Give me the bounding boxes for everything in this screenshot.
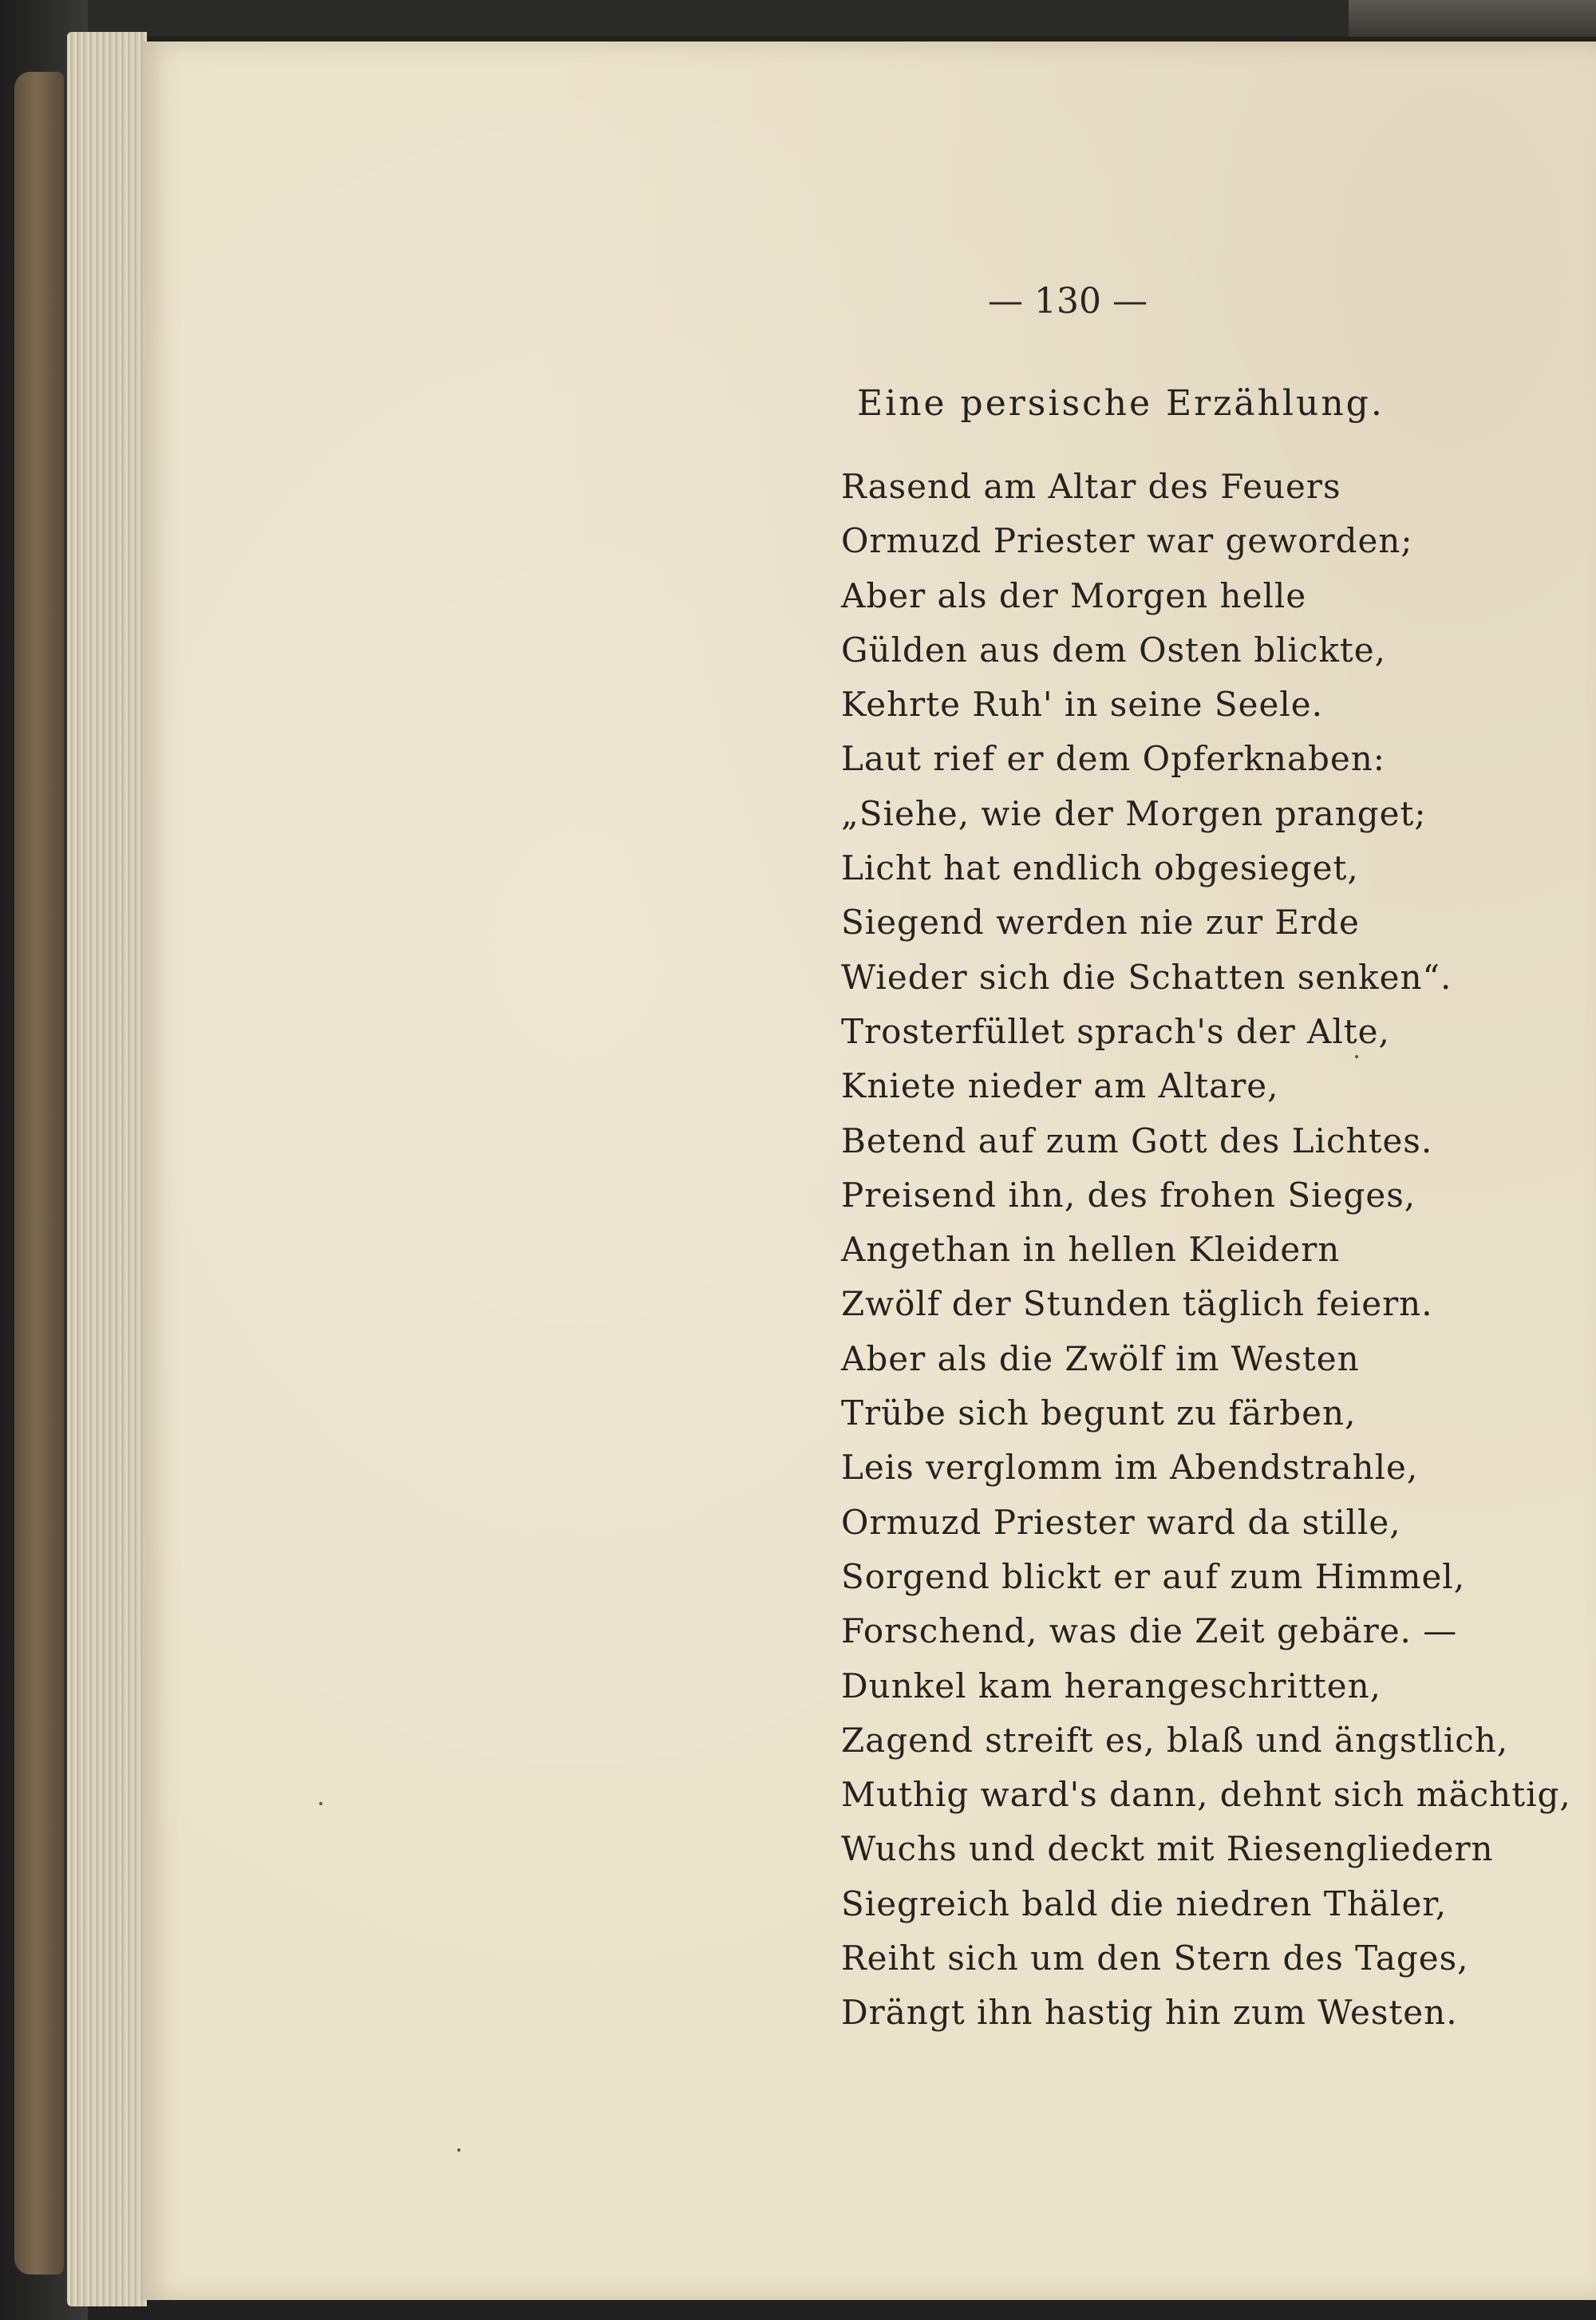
verse-line: Wuchs und deckt mit Riesengliedern (841, 1829, 1494, 1869)
page-number: — 130 — (988, 281, 1148, 322)
page-stack-edges (67, 32, 147, 2306)
cover-edge (14, 72, 64, 2275)
verse-line: Trosterfüllet sprach's der Alte, (841, 1011, 1390, 1051)
top-background-strip (0, 0, 1596, 37)
verse-line: „Siehe, wie der Morgen pranget; (841, 793, 1427, 833)
verse-line: Laut rief er dem Opferknaben: (841, 739, 1385, 779)
verse-line: Drängt ihn hastig hin zum Westen. (841, 1993, 1458, 2033)
verse-line: Trübe sich begunt zu färben, (841, 1393, 1357, 1433)
verse-line: Forschend, was die Zeit gebäre. — (841, 1611, 1458, 1651)
verse-line: Muthig ward's dann, dehnt sich mächtig, (841, 1775, 1571, 1815)
verse-line: Kniete nieder am Altare, (841, 1066, 1279, 1106)
verse-line: Siegend werden nie zur Erde (841, 903, 1360, 943)
verse-line: Zagend streift es, blaß und ängstlich, (841, 1720, 1509, 1760)
book-page (142, 41, 1596, 2300)
verse-line: Sorgend blickt er auf zum Himmel, (841, 1556, 1466, 1596)
paper-speck (319, 1802, 322, 1805)
paper-speck (1355, 1055, 1358, 1058)
verse-line: Kehrte Ruh' in seine Seele. (841, 685, 1323, 725)
verse-line: Gülden aus dem Osten blickte, (841, 630, 1387, 670)
paper-speck (457, 2148, 460, 2152)
poem-title: Eine persische Erzählung. (857, 383, 1385, 424)
verse-line: Wieder sich die Schatten senken“. (841, 957, 1452, 997)
verse-line: Betend auf zum Gott des Lichtes. (841, 1120, 1433, 1160)
verse-line: Reiht sich um den Stern des Tages, (841, 1939, 1469, 1978)
verse-line: Rasend am Altar des Feuers (841, 467, 1341, 506)
verse-line: Ormuzd Priester war geworden; (841, 521, 1413, 561)
poem-verses (841, 460, 1571, 2041)
verse-line: Angethan in hellen Kleidern (841, 1230, 1341, 1270)
verse-line: Ormuzd Priester ward da stille, (841, 1502, 1401, 1542)
verse-line: Preisend ihn, des frohen Sieges, (841, 1175, 1416, 1215)
verse-line: Licht hat endlich obgesieget, (841, 848, 1359, 888)
verse-line: Siegreich bald die niedren Thäler, (841, 1883, 1448, 1923)
verse-line: Dunkel kam herangeschritten, (841, 1666, 1381, 1705)
verse-line: Aber als die Zwölf im Westen (841, 1338, 1360, 1378)
verse-line: Leis verglomm im Abendstrahle, (841, 1448, 1419, 1488)
verse-line: Zwölf der Stunden täglich feiern. (841, 1284, 1433, 1324)
verse-line: Aber als der Morgen helle (841, 575, 1307, 615)
